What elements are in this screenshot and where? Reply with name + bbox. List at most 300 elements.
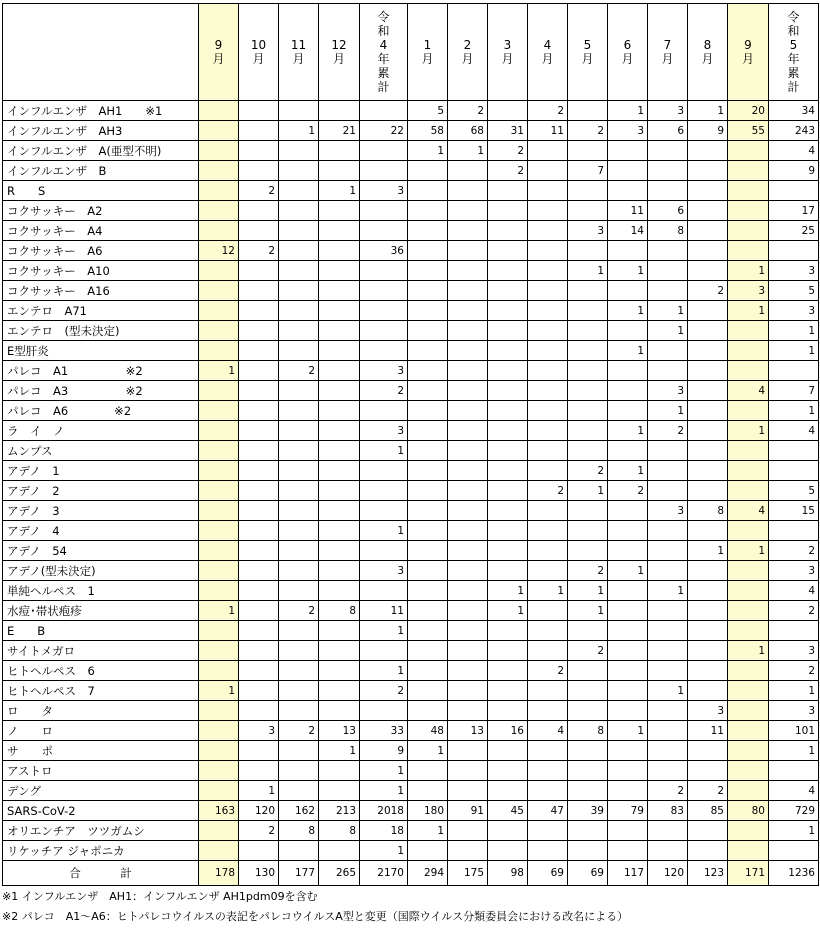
table-cell [568, 521, 608, 541]
table-cell [688, 741, 728, 761]
table-cell [239, 401, 279, 421]
table-cell [448, 701, 488, 721]
table-row [3, 621, 819, 641]
table-cell [408, 441, 448, 461]
table-row [3, 781, 819, 801]
table-cell: 2 [688, 281, 728, 301]
table-cell: 21 [319, 121, 360, 141]
table-cell: 117 [608, 861, 648, 886]
table-cell [448, 501, 488, 521]
table-cell: 1 [688, 541, 728, 561]
table-cell [408, 841, 448, 861]
table-cell [360, 141, 408, 161]
table-cell [608, 821, 648, 841]
table-cell [319, 761, 360, 781]
table-cell [239, 741, 279, 761]
table-cell [319, 481, 360, 501]
table-cell [448, 601, 488, 621]
table-cell: 85 [688, 801, 728, 821]
table-cell [608, 701, 648, 721]
table-cell: 8 [648, 221, 688, 241]
table-cell [568, 281, 608, 301]
table-cell [568, 341, 608, 361]
column-header: 3 月 [488, 4, 528, 101]
table-cell [199, 781, 239, 801]
table-cell: 2 [648, 421, 688, 441]
table-cell [528, 461, 568, 481]
table-cell [688, 681, 728, 701]
table-cell [279, 741, 319, 761]
table-cell [528, 381, 568, 401]
table-cell: 3 [648, 381, 688, 401]
table-cell [728, 821, 769, 841]
table-cell: 2 [360, 381, 408, 401]
table-cell [648, 181, 688, 201]
table-cell: 1 [568, 481, 608, 501]
table-cell [648, 841, 688, 861]
column-header: 9 月 [728, 4, 769, 101]
virus-name: アデノ(型未決定) [3, 561, 199, 581]
table-cell [199, 101, 239, 121]
table-cell [319, 421, 360, 441]
table-cell [360, 301, 408, 321]
table-cell [488, 401, 528, 421]
table-cell [319, 321, 360, 341]
table-cell [239, 201, 279, 221]
table-row [3, 761, 819, 781]
table-cell: 3 [769, 641, 819, 661]
table-cell [688, 441, 728, 461]
table-cell [199, 341, 239, 361]
table-cell [319, 641, 360, 661]
virus-name: コクサッキー A6 [3, 241, 199, 261]
table-cell: 33 [360, 721, 408, 741]
table-cell: 34 [769, 101, 819, 121]
table-cell [448, 661, 488, 681]
table-cell [239, 561, 279, 581]
table-cell: 2 [239, 241, 279, 261]
table-row [3, 221, 819, 241]
table-cell: 13 [448, 721, 488, 741]
table-cell [648, 601, 688, 621]
table-cell [728, 661, 769, 681]
table-cell: 69 [528, 861, 568, 886]
table-cell [448, 541, 488, 561]
table-cell [688, 201, 728, 221]
table-row [3, 801, 819, 821]
table-cell [199, 161, 239, 181]
table-cell [279, 221, 319, 241]
table-cell [360, 161, 408, 181]
virus-name: アデノ 4 [3, 521, 199, 541]
table-cell: 2 [279, 361, 319, 381]
table-cell [608, 381, 648, 401]
table-cell [408, 781, 448, 801]
table-cell [199, 761, 239, 781]
table-cell [488, 521, 528, 541]
table-cell [408, 221, 448, 241]
table-cell: 2 [279, 601, 319, 621]
virus-name: デング [3, 781, 199, 801]
table-cell [728, 401, 769, 421]
table-cell [199, 821, 239, 841]
table-cell: 3 [239, 721, 279, 741]
table-cell [319, 361, 360, 381]
table-cell [279, 621, 319, 641]
virus-name: インフルエンザ B [3, 161, 199, 181]
table-cell: 8 [319, 821, 360, 841]
table-cell [448, 421, 488, 441]
table-cell [360, 481, 408, 501]
table-row [3, 301, 819, 321]
table-cell: 2 [279, 721, 319, 741]
table-cell [608, 761, 648, 781]
table-cell [608, 521, 648, 541]
table-cell [408, 701, 448, 721]
table-cell: 91 [448, 801, 488, 821]
table-cell [648, 361, 688, 381]
table-cell [448, 521, 488, 541]
table-cell: 3 [648, 501, 688, 521]
table-cell [488, 841, 528, 861]
table-cell [448, 281, 488, 301]
table-row [3, 721, 819, 741]
table-cell: 101 [769, 721, 819, 741]
table-cell [279, 521, 319, 541]
table-cell [528, 501, 568, 521]
table-cell: 1 [648, 401, 688, 421]
table-cell [448, 681, 488, 701]
table-cell [448, 461, 488, 481]
table-cell [528, 341, 568, 361]
table-cell [319, 141, 360, 161]
virus-name: アストロ [3, 761, 199, 781]
table-cell [360, 261, 408, 281]
table-cell [688, 301, 728, 321]
table-cell [608, 641, 648, 661]
table-cell [360, 281, 408, 301]
table-cell: 55 [728, 121, 769, 141]
table-cell [279, 141, 319, 161]
table-cell [319, 341, 360, 361]
table-cell [728, 521, 769, 541]
table-cell: 1 [199, 361, 239, 381]
table-cell [608, 241, 648, 261]
table-cell [528, 561, 568, 581]
table-cell: 1 [728, 421, 769, 441]
header-corner [3, 4, 199, 101]
table-cell [648, 821, 688, 841]
table-cell: 1 [408, 141, 448, 161]
table-cell: 48 [408, 721, 448, 741]
table-cell: 1 [360, 521, 408, 541]
table-cell [448, 621, 488, 641]
table-row [3, 461, 819, 481]
table-row [3, 281, 819, 301]
table-cell [728, 161, 769, 181]
table-cell: 1 [728, 261, 769, 281]
table-cell [279, 681, 319, 701]
table-cell [408, 241, 448, 261]
table-cell [199, 261, 239, 281]
table-cell [408, 761, 448, 781]
table-cell: 162 [279, 801, 319, 821]
column-header: 5 月 [568, 4, 608, 101]
table-cell: 4 [769, 141, 819, 161]
virus-name: 水痘･帯状疱疹 [3, 601, 199, 621]
column-header: 令 和 5 年 累 計 [769, 4, 819, 101]
table-cell: 1 [568, 581, 608, 601]
table-cell [648, 721, 688, 741]
table-cell [688, 661, 728, 681]
table-cell: 2 [360, 681, 408, 701]
table-cell [769, 841, 819, 861]
table-cell [608, 781, 648, 801]
table-cell [528, 161, 568, 181]
table-cell [239, 761, 279, 781]
table-cell [728, 321, 769, 341]
table-cell [319, 101, 360, 121]
table-cell [648, 641, 688, 661]
table-cell: 1 [528, 581, 568, 601]
table-cell: 1 [608, 301, 648, 321]
virus-name: アデノ 3 [3, 501, 199, 521]
table-cell [769, 361, 819, 381]
table-cell [239, 441, 279, 461]
table-cell: 1 [279, 121, 319, 141]
table-cell [728, 581, 769, 601]
table-cell [528, 841, 568, 861]
virus-name: 単純ヘルペス 1 [3, 581, 199, 601]
table-cell [568, 741, 608, 761]
table-cell [279, 101, 319, 121]
table-cell [528, 781, 568, 801]
table-cell [239, 281, 279, 301]
table-cell [408, 201, 448, 221]
virus-name: アデノ 54 [3, 541, 199, 561]
column-header: 1 月 [408, 4, 448, 101]
table-cell [608, 621, 648, 641]
table-cell [648, 141, 688, 161]
table-cell [279, 781, 319, 801]
table-cell [199, 221, 239, 241]
table-cell [728, 461, 769, 481]
table-cell: 1 [448, 141, 488, 161]
table-cell: 1 [199, 681, 239, 701]
table-cell [528, 681, 568, 701]
table-cell [728, 341, 769, 361]
table-cell: 14 [608, 221, 648, 241]
total-label: 合 計 [3, 861, 199, 886]
table-cell [448, 341, 488, 361]
table-cell: 1 [608, 421, 648, 441]
table-cell [239, 341, 279, 361]
table-cell [728, 681, 769, 701]
table-cell [488, 621, 528, 641]
table-cell [199, 501, 239, 521]
table-cell [488, 381, 528, 401]
table-cell [488, 281, 528, 301]
table-cell: 1 [728, 301, 769, 321]
table-cell [528, 421, 568, 441]
table-cell: 1 [648, 681, 688, 701]
table-cell: 2 [239, 821, 279, 841]
table-cell: 2 [528, 481, 568, 501]
table-cell [408, 401, 448, 421]
table-cell [648, 481, 688, 501]
table-cell [568, 821, 608, 841]
table-cell: 1 [608, 461, 648, 481]
table-cell [568, 681, 608, 701]
virus-name: コクサッキー A10 [3, 261, 199, 281]
table-cell [488, 301, 528, 321]
table-cell [279, 321, 319, 341]
table-cell [728, 481, 769, 501]
table-row [3, 141, 819, 161]
table-cell [448, 181, 488, 201]
table-cell [448, 641, 488, 661]
table-cell: 4 [728, 501, 769, 521]
table-cell [448, 381, 488, 401]
virus-name: コクサッキー A16 [3, 281, 199, 301]
table-cell [199, 641, 239, 661]
table-cell [239, 521, 279, 541]
table-cell: 1 [360, 841, 408, 861]
table-cell [568, 141, 608, 161]
table-cell [279, 381, 319, 401]
table-cell [279, 421, 319, 441]
table-cell [199, 581, 239, 601]
table-cell [488, 321, 528, 341]
table-cell: 1 [360, 441, 408, 461]
table-cell [448, 781, 488, 801]
table-cell [488, 241, 528, 261]
virus-name: インフルエンザ AH1 ※1 [3, 101, 199, 121]
table-cell [239, 581, 279, 601]
table-cell [728, 621, 769, 641]
table-row [3, 641, 819, 661]
table-cell [488, 741, 528, 761]
table-cell [239, 841, 279, 861]
table-cell [528, 601, 568, 621]
table-cell: 68 [448, 121, 488, 141]
table-cell: 11 [608, 201, 648, 221]
table-cell [648, 521, 688, 541]
table-cell [688, 521, 728, 541]
table-cell [360, 701, 408, 721]
table-cell: 17 [769, 201, 819, 221]
table-cell [239, 301, 279, 321]
table-cell: 1 [688, 101, 728, 121]
table-row [3, 661, 819, 681]
table-cell [769, 441, 819, 461]
table-cell: 1 [568, 601, 608, 621]
table-cell [688, 421, 728, 441]
table-cell: 7 [568, 161, 608, 181]
table-cell [408, 461, 448, 481]
table-cell: 58 [408, 121, 448, 141]
table-cell [728, 761, 769, 781]
table-cell [728, 781, 769, 801]
table-row [3, 101, 819, 121]
table-row [3, 541, 819, 561]
table-cell [648, 621, 688, 641]
table-cell [319, 621, 360, 641]
table-cell [488, 441, 528, 461]
table-cell [279, 761, 319, 781]
table-row [3, 841, 819, 861]
table-cell [488, 821, 528, 841]
table-cell [568, 661, 608, 681]
table-cell: 2 [568, 461, 608, 481]
table-cell: 1 [728, 541, 769, 561]
table-cell: 47 [528, 801, 568, 821]
table-cell [360, 341, 408, 361]
table-row [3, 401, 819, 421]
table-cell [488, 361, 528, 381]
virus-name: コクサッキー A2 [3, 201, 199, 221]
table-cell: 6 [648, 201, 688, 221]
table-cell [528, 821, 568, 841]
column-header: 8 月 [688, 4, 728, 101]
table-cell [408, 341, 448, 361]
table-cell [688, 181, 728, 201]
table-cell [528, 261, 568, 281]
table-row [3, 681, 819, 701]
table-body [3, 101, 819, 886]
virus-name: アデノ 2 [3, 481, 199, 501]
table-row [3, 521, 819, 541]
table-cell [608, 181, 648, 201]
table-cell [688, 581, 728, 601]
table-cell [448, 841, 488, 861]
table-cell [239, 161, 279, 181]
virus-name: リケッチア ジャポニカ [3, 841, 199, 861]
table-cell [199, 661, 239, 681]
table-cell [360, 461, 408, 481]
column-header: 4 月 [528, 4, 568, 101]
table-cell: 98 [488, 861, 528, 886]
table-row [3, 601, 819, 621]
table-cell [528, 641, 568, 661]
table-cell: 9 [360, 741, 408, 761]
table-cell [239, 621, 279, 641]
table-cell: 8 [688, 501, 728, 521]
table-cell: 8 [568, 721, 608, 741]
table-cell: 16 [488, 721, 528, 741]
table-cell: 3 [769, 301, 819, 321]
table-cell [279, 341, 319, 361]
table-cell [199, 121, 239, 141]
table-cell [568, 841, 608, 861]
table-cell [319, 561, 360, 581]
table-cell [319, 401, 360, 421]
table-row [3, 561, 819, 581]
footnote: ※1 インフルエンザ AH1：インフルエンザ AH1pdm09を含む [2, 890, 318, 903]
table-cell: 130 [239, 861, 279, 886]
table-cell: 1 [319, 741, 360, 761]
table-cell [728, 361, 769, 381]
table-cell: 31 [488, 121, 528, 141]
table-cell [319, 701, 360, 721]
table-cell [608, 501, 648, 521]
table-cell [488, 481, 528, 501]
table-cell: 2 [568, 121, 608, 141]
table-cell: 120 [239, 801, 279, 821]
table-cell [488, 701, 528, 721]
table-cell: 1 [608, 341, 648, 361]
table-cell: 4 [769, 581, 819, 601]
